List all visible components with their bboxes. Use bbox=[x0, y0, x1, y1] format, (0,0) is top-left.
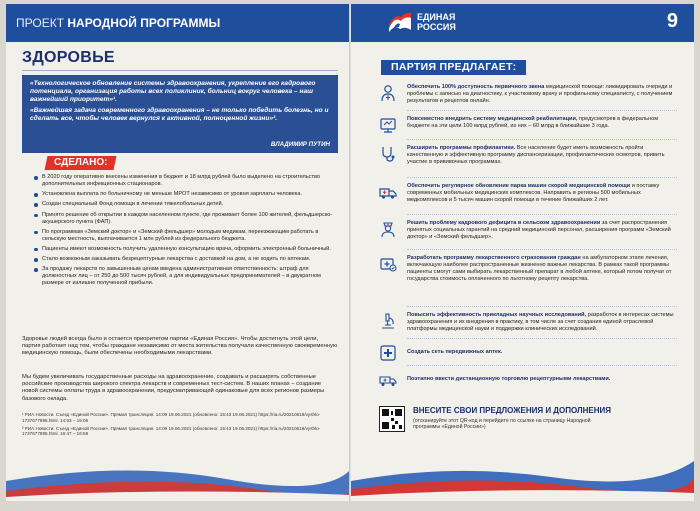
party-name bbox=[417, 12, 456, 32]
quote-author: ВЛАДИМИР ПУТИН bbox=[270, 141, 330, 148]
divider bbox=[407, 214, 677, 215]
list-item: В 2020 году оперативно внесены изменения в бюджет и 18 млрд рублей было выделено на строительство дополнительных инфекционных стационаров. bbox=[34, 174, 338, 188]
party-name-line-1: ЕДИНАЯ bbox=[417, 12, 456, 22]
nurse-icon bbox=[379, 220, 397, 238]
footnote: ² РИА Новости. Съезд «Единой России». Прямая трансляция. 14:09 19.06.2021 (обновлено: 15:43 19.06.2021) https://ria.ru/20210619/vyshlo-1737677895.html. 16:47 – 16:58 bbox=[22, 425, 321, 437]
proposal-highlight: Поэтапно ввести дистанционную торговлю рецептурными лекарствами. bbox=[407, 376, 611, 382]
list-item: Пациенты имеют возможность получить удаленную консультацию врача, оформить электронный больничный. bbox=[34, 246, 338, 253]
brochure-spread bbox=[6, 4, 694, 501]
section-title: ЗДОРОВЬЕ bbox=[22, 49, 115, 66]
proposal-body: и поставку современных мобильных медицинских комплексов. Направить в регионы 500 мобильных медкомплексов и 5 тысяч машин скорой помощи в течение ближайших 2 лет. bbox=[407, 183, 660, 203]
divider bbox=[407, 306, 677, 307]
done-label bbox=[45, 156, 117, 170]
proposal-text bbox=[407, 349, 677, 356]
quote-box bbox=[22, 75, 338, 153]
suggestions-title: ВНЕСИТЕ СВОИ ПРЕДЛОЖЕНИЯ И ДОПОЛНЕНИЯ bbox=[413, 406, 612, 415]
proposal-text bbox=[407, 255, 677, 283]
list-item: Создан специальный Фонд помощи в лечении тяжелобольных детей. bbox=[34, 201, 338, 208]
quote-paragraph-1: «Технологическое обновление системы здравоохранения, укрепление его кадрового потенциала, организация работы всех поликлиник, больниц вокруг человека – наш важнейший приоритет»¹. bbox=[30, 80, 316, 103]
proposal-text bbox=[407, 145, 677, 166]
proposal-highlight: Повсеместно внедрить систему медицинской реабилитации, bbox=[407, 116, 578, 122]
proposal-highlight: Обеспечить 100% доступность первичного звена bbox=[407, 84, 545, 90]
delivery-icon bbox=[379, 371, 397, 389]
quote-paragraph-2: «Важнейшая задача современного здравоохранения – не только победить болезнь, но и сделать все, чтобы человек вернулся к активной, полноценной жизни»². bbox=[30, 107, 329, 122]
proposes-label: ПАРТИЯ ПРЕДЛАГАЕТ: bbox=[381, 60, 526, 75]
list-item: За продажу лекарств по завышенным ценам введена административная ответственность: штраф для должностных лиц – от 250 до 500 тысяч рублей, а для индивидуальных предпринимателей – в двукратном размере от излишне полученной прибыли. bbox=[34, 266, 338, 287]
done-list bbox=[34, 174, 338, 291]
body-paragraph-1: Здоровье людей всегда было и остается приоритетом партии «Единая Россия». Чтобы достигнуть этой цели, партия работает над тем, чтобы граждане независимо от места жительства получали качественную своевременную медицинскую помощь, были обеспечены необходимыми лекарствами. bbox=[22, 336, 338, 357]
proposal-body: предусмотрев в федеральном бюджете на эти цели 100 млрд рублей, из них – 60 млрд в ближайшие 3 года. bbox=[407, 116, 659, 129]
proposal-text bbox=[407, 312, 677, 333]
divider bbox=[407, 338, 677, 339]
list-item: Установлена выплата по больничному не меньше МРОТ независимо от уровня зарплаты человека. bbox=[34, 191, 338, 198]
proposal-highlight: Создать сеть передвижных аптек. bbox=[407, 349, 503, 355]
proposal-body: за счет распространения принятых социальных гарантий на средний медицинский персонал, расширения программ «Земский доктор» и «Земский фельдшер». bbox=[407, 220, 671, 240]
proposal-text bbox=[407, 220, 677, 241]
right-page bbox=[351, 4, 694, 501]
suggestions-block bbox=[379, 406, 679, 440]
doctor-icon bbox=[379, 84, 397, 102]
left-page bbox=[6, 4, 351, 501]
page-number: 9 bbox=[666, 10, 678, 32]
footnotes bbox=[22, 412, 338, 439]
project-prefix: ПРОЕКТ bbox=[16, 16, 65, 30]
proposal-text bbox=[407, 183, 677, 204]
divider bbox=[407, 139, 677, 140]
microscope-icon bbox=[379, 312, 397, 330]
done-label-text: СДЕЛАНО: bbox=[54, 157, 108, 168]
proposal-text bbox=[407, 376, 677, 383]
proposal-body: на амбулаторном этапе лечения, включающую наиболее распространенные жизненно важные лекарства. В рамках такой программы пациенты смогут сами выбирать лекарственный препарат в любой аптеке, который потом получат от государства стоимость оплаченного по льготному рецепту лекарства. bbox=[407, 255, 672, 282]
suggestions-subtitle: (отсканируйте этот QR-код и перейдите по ссылке на страницу Народной программы «Единой России») bbox=[413, 418, 591, 431]
proposal-body: разработок в интересах системы здравоохранения и их внедрения в практику, в том числе за счет создания единой отраслевой платформы медицинской науки и поддержки клинических исследований. bbox=[407, 312, 674, 332]
party-name-line-2: РОССИЯ bbox=[417, 22, 456, 32]
bear-flag-logo-icon bbox=[387, 10, 413, 34]
divider bbox=[407, 365, 677, 366]
proposal-highlight: Обеспечить регулярное обновление парка машин скорой медицинской помощи bbox=[407, 183, 631, 189]
proposal-text bbox=[407, 84, 677, 105]
qr-code-icon[interactable] bbox=[379, 406, 405, 432]
left-page-header bbox=[6, 4, 351, 42]
rehabilitation-icon bbox=[379, 116, 397, 134]
proposal-highlight: Разработать программу лекарственного страхования граждан bbox=[407, 255, 581, 261]
proposal-highlight: Повысить эффективность прикладных научных исследований, bbox=[407, 312, 587, 318]
list-item: Принято решение об открытии в каждом населенном пункте, где проживает более 100 жителей, фельдшерско-акушерского пункта (ФАП). bbox=[34, 212, 338, 226]
list-item: Стало возможным заказывать безрецептурные лекарства с доставкой на дом, а не ходить по аптекам. bbox=[34, 256, 338, 263]
project-title bbox=[16, 16, 220, 30]
project-name: НАРОДНОЙ ПРОГРАММЫ bbox=[67, 16, 221, 30]
footnote: ¹ РИА Новости. Съезд «Единой России». Прямая трансляция. 14:09 19.06.2021 (обновлено: 15:43 19.06.2021) https://ria.ru/20210619/vyshlo-1737677895.html. 14:53 – 15:06 bbox=[22, 412, 321, 423]
right-page-header bbox=[351, 4, 694, 42]
divider bbox=[407, 177, 677, 178]
proposal-body: Все население будет иметь возможность пройти качественную и эффективную программу диспансеризации, профилактических осмотров, привить участие в прививочных программах. bbox=[407, 145, 665, 165]
decorative-wave bbox=[351, 441, 694, 501]
proposal-text bbox=[407, 116, 677, 130]
decorative-wave bbox=[6, 451, 351, 501]
insurance-icon bbox=[379, 255, 397, 273]
title-divider bbox=[22, 70, 338, 71]
pharmacy-icon bbox=[379, 344, 397, 362]
body-paragraph-2: Мы будем увеличивать государственные расходы на здравоохранение, создавать и расширять собственные российские производства широкого спектра лекарств и современных тест-систем. В наших планах – создание новой системы оплаты труда в здравоохранении, предусматривающей одинаковые для всех регионов размеры базового оклада. bbox=[22, 374, 325, 402]
divider bbox=[407, 249, 677, 250]
checkup-icon bbox=[379, 145, 397, 163]
proposal-highlight: Расширить программы профилактики. bbox=[407, 145, 516, 151]
list-item: По программам «Земский доктор» и «Земский фельдшер» молодым медикам, переезжающим работать в сельскую местность, выплачивается 1 млн рублей из федерального бюджета. bbox=[34, 229, 338, 243]
ambulance-icon bbox=[379, 183, 397, 201]
proposal-body: медицинской помощи: ликвидировать очереди и проблемы с записью на диагностику, к участковому врачу и профильному специалисту, с получением результатов и рецептов онлайн. bbox=[407, 84, 673, 104]
proposal-highlight: Решить проблему кадрового дефицита в сельском здравоохранении bbox=[407, 220, 601, 226]
divider bbox=[407, 110, 677, 111]
